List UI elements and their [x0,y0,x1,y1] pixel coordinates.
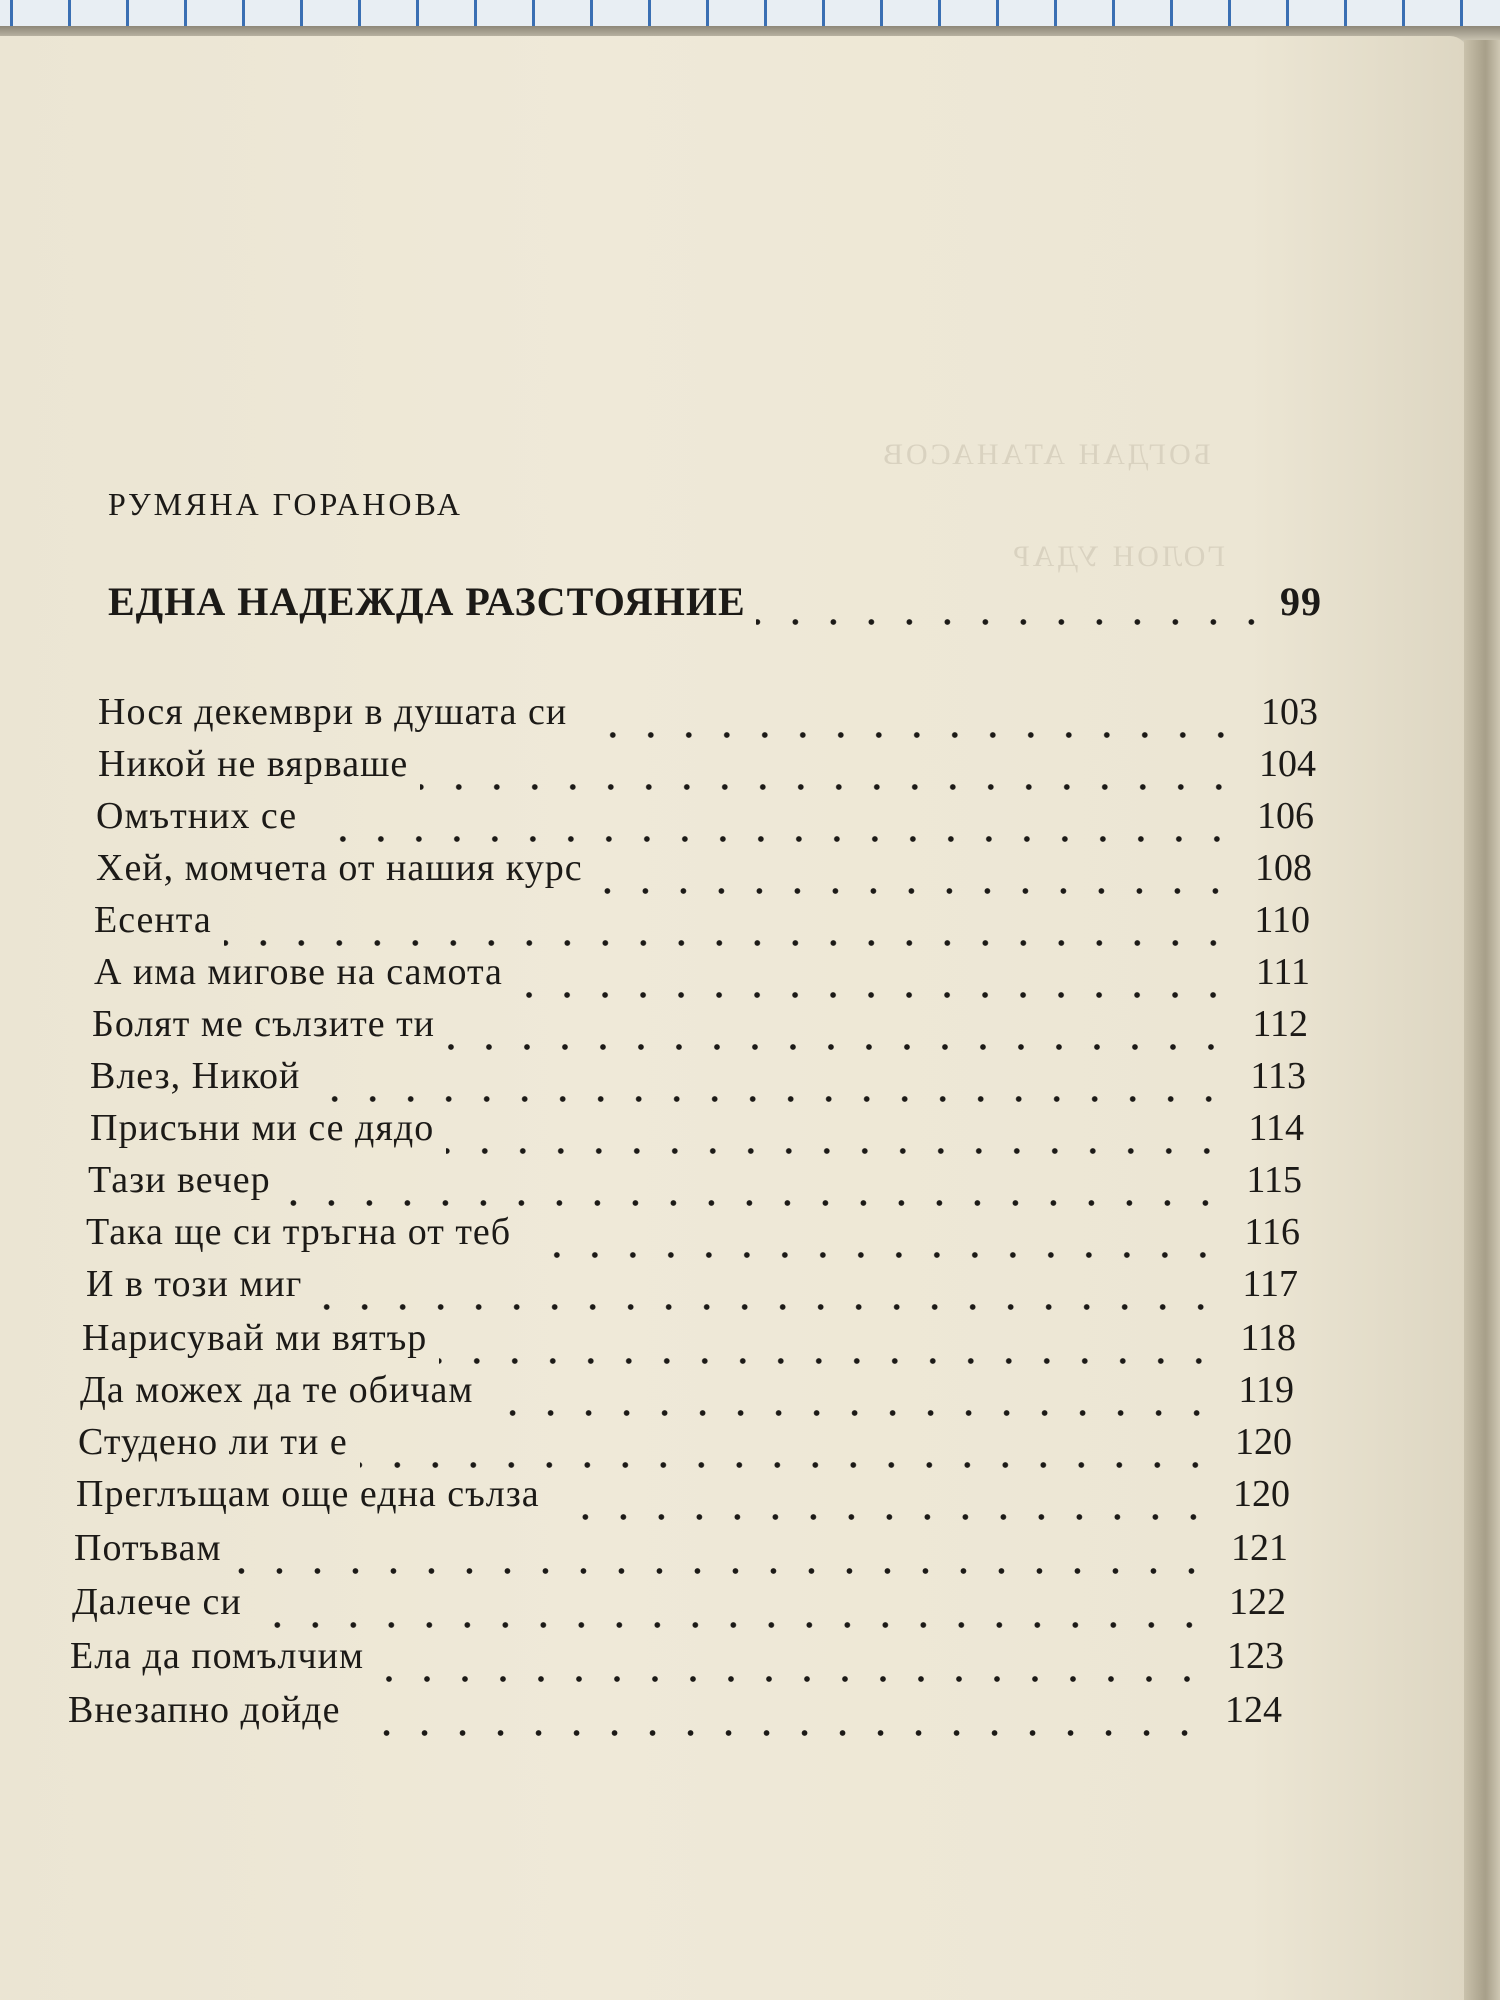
toc-entry-title: Потъвам [74,1527,222,1569]
leader-dots [523,1252,1222,1258]
toc-entry-page: 110 [1254,899,1310,941]
toc-entry-page: 123 [1227,1635,1284,1677]
toc-entry [72,1580,1286,1628]
toc-entry-page: 124 [1225,1689,1282,1731]
toc-entry-page: 117 [1242,1263,1298,1305]
toc-entry-page: 106 [1257,795,1314,837]
toc-entry-page: 119 [1238,1369,1294,1411]
leader-dots [312,1096,1228,1102]
toc-entry [88,1158,1302,1206]
toc-entry-title: Никой не вярваше [98,743,409,785]
toc-entry-title: Хей, момчета от нашия курс [96,847,583,889]
toc-entry-page: 121 [1231,1527,1288,1569]
toc-entry [94,898,1310,946]
toc-entry-page: 122 [1229,1581,1286,1623]
show-through-title: ГОЛОН УДАР [1010,540,1225,573]
leader-dots [254,1622,1208,1628]
toc-entry-page: 111 [1255,951,1310,993]
leader-dots [595,888,1234,894]
toc-entry-title: Болят ме сълзите ти [92,1003,436,1045]
toc-entry-page: 103 [1261,691,1318,733]
toc-entry [86,1210,1300,1258]
toc-entry-page: 114 [1248,1107,1304,1149]
leader-dots [447,1044,1230,1050]
toc-entry [94,950,1310,998]
leader-dots [234,1568,1210,1574]
toc-entry [74,1526,1288,1574]
toc-entry [90,1106,1304,1154]
toc-entry-page: 116 [1244,1211,1300,1253]
toc-entry-page: 118 [1240,1317,1296,1359]
toc-entry [92,1002,1308,1050]
section-title: ЕДНА НАДЕЖДА РАЗСТОЯНИЕ [108,579,746,624]
toc-entry-title: Нарисувай ми вятър [82,1317,428,1359]
toc-entry-title: Ела да помълчим [70,1635,365,1677]
leader-dots [552,1514,1212,1520]
toc-entry [70,1634,1284,1682]
toc-entry-title: Далече си [72,1581,242,1623]
toc-entry-page: 115 [1246,1159,1302,1201]
toc-entry-page: 112 [1252,1003,1308,1045]
toc-entry [80,1368,1294,1416]
leader-dots [579,732,1240,738]
toc-entry-title: Влез, Никой [90,1055,301,1097]
toc-entry-title: А има мигове на самота [94,951,503,993]
toc-entry [96,794,1314,842]
leader-dots [283,1200,1224,1206]
toc-entry-title: Да можех да те обичам [80,1369,474,1411]
toc-entry-title: Студено ли ти е [78,1421,348,1463]
toc-entry [78,1420,1292,1468]
toc-entry [82,1316,1296,1364]
leader-dots [420,784,1238,790]
leader-dots [485,1410,1216,1416]
toc-entry-title: Присъни ми се дядо [90,1107,435,1149]
leader-dots [360,1462,1214,1468]
toc-entry-title: Внезапно дойде [68,1689,341,1731]
show-through-author: БОГДАН АТАНАСОВ [880,438,1211,471]
toc-entry-page: 104 [1259,743,1316,785]
leader-dots [352,1730,1204,1736]
toc-entry-title: Есента [94,899,212,941]
toc-entry [76,1472,1290,1520]
toc-entry-title: Омътних се [96,795,298,837]
toc-entry-title: И в този миг [86,1263,303,1305]
toc-entry-page: 120 [1233,1473,1290,1515]
toc-entry [98,690,1318,738]
toc-entry [96,846,1312,894]
toc-entry-title: Преглъщам още една сълза [76,1473,540,1515]
leader-dots [309,836,1236,842]
toc-entry-title: Така ще си тръгна от теб [86,1211,512,1253]
toc-entry-page: 113 [1250,1055,1306,1097]
toc-entry-page: 108 [1255,847,1312,889]
toc-entry [86,1262,1298,1310]
leader-dots [515,992,1232,998]
leader-dots [376,1676,1206,1682]
leader-dots [439,1358,1218,1364]
toc-entry-title: Тази вечер [88,1159,271,1201]
toc-entry-page: 120 [1235,1421,1292,1463]
toc-entry [90,1054,1306,1102]
toc-entry-title: Нося декември в душата си [98,691,568,733]
leader-dots [314,1304,1220,1310]
section-page-number: 99 [1280,579,1322,624]
leader-dots [446,1148,1226,1154]
toc-entry [68,1688,1282,1736]
toc-entry [98,742,1316,790]
author-name: РУМЯНА ГОРАНОВА [108,486,463,522]
leader-dots [224,940,1232,946]
